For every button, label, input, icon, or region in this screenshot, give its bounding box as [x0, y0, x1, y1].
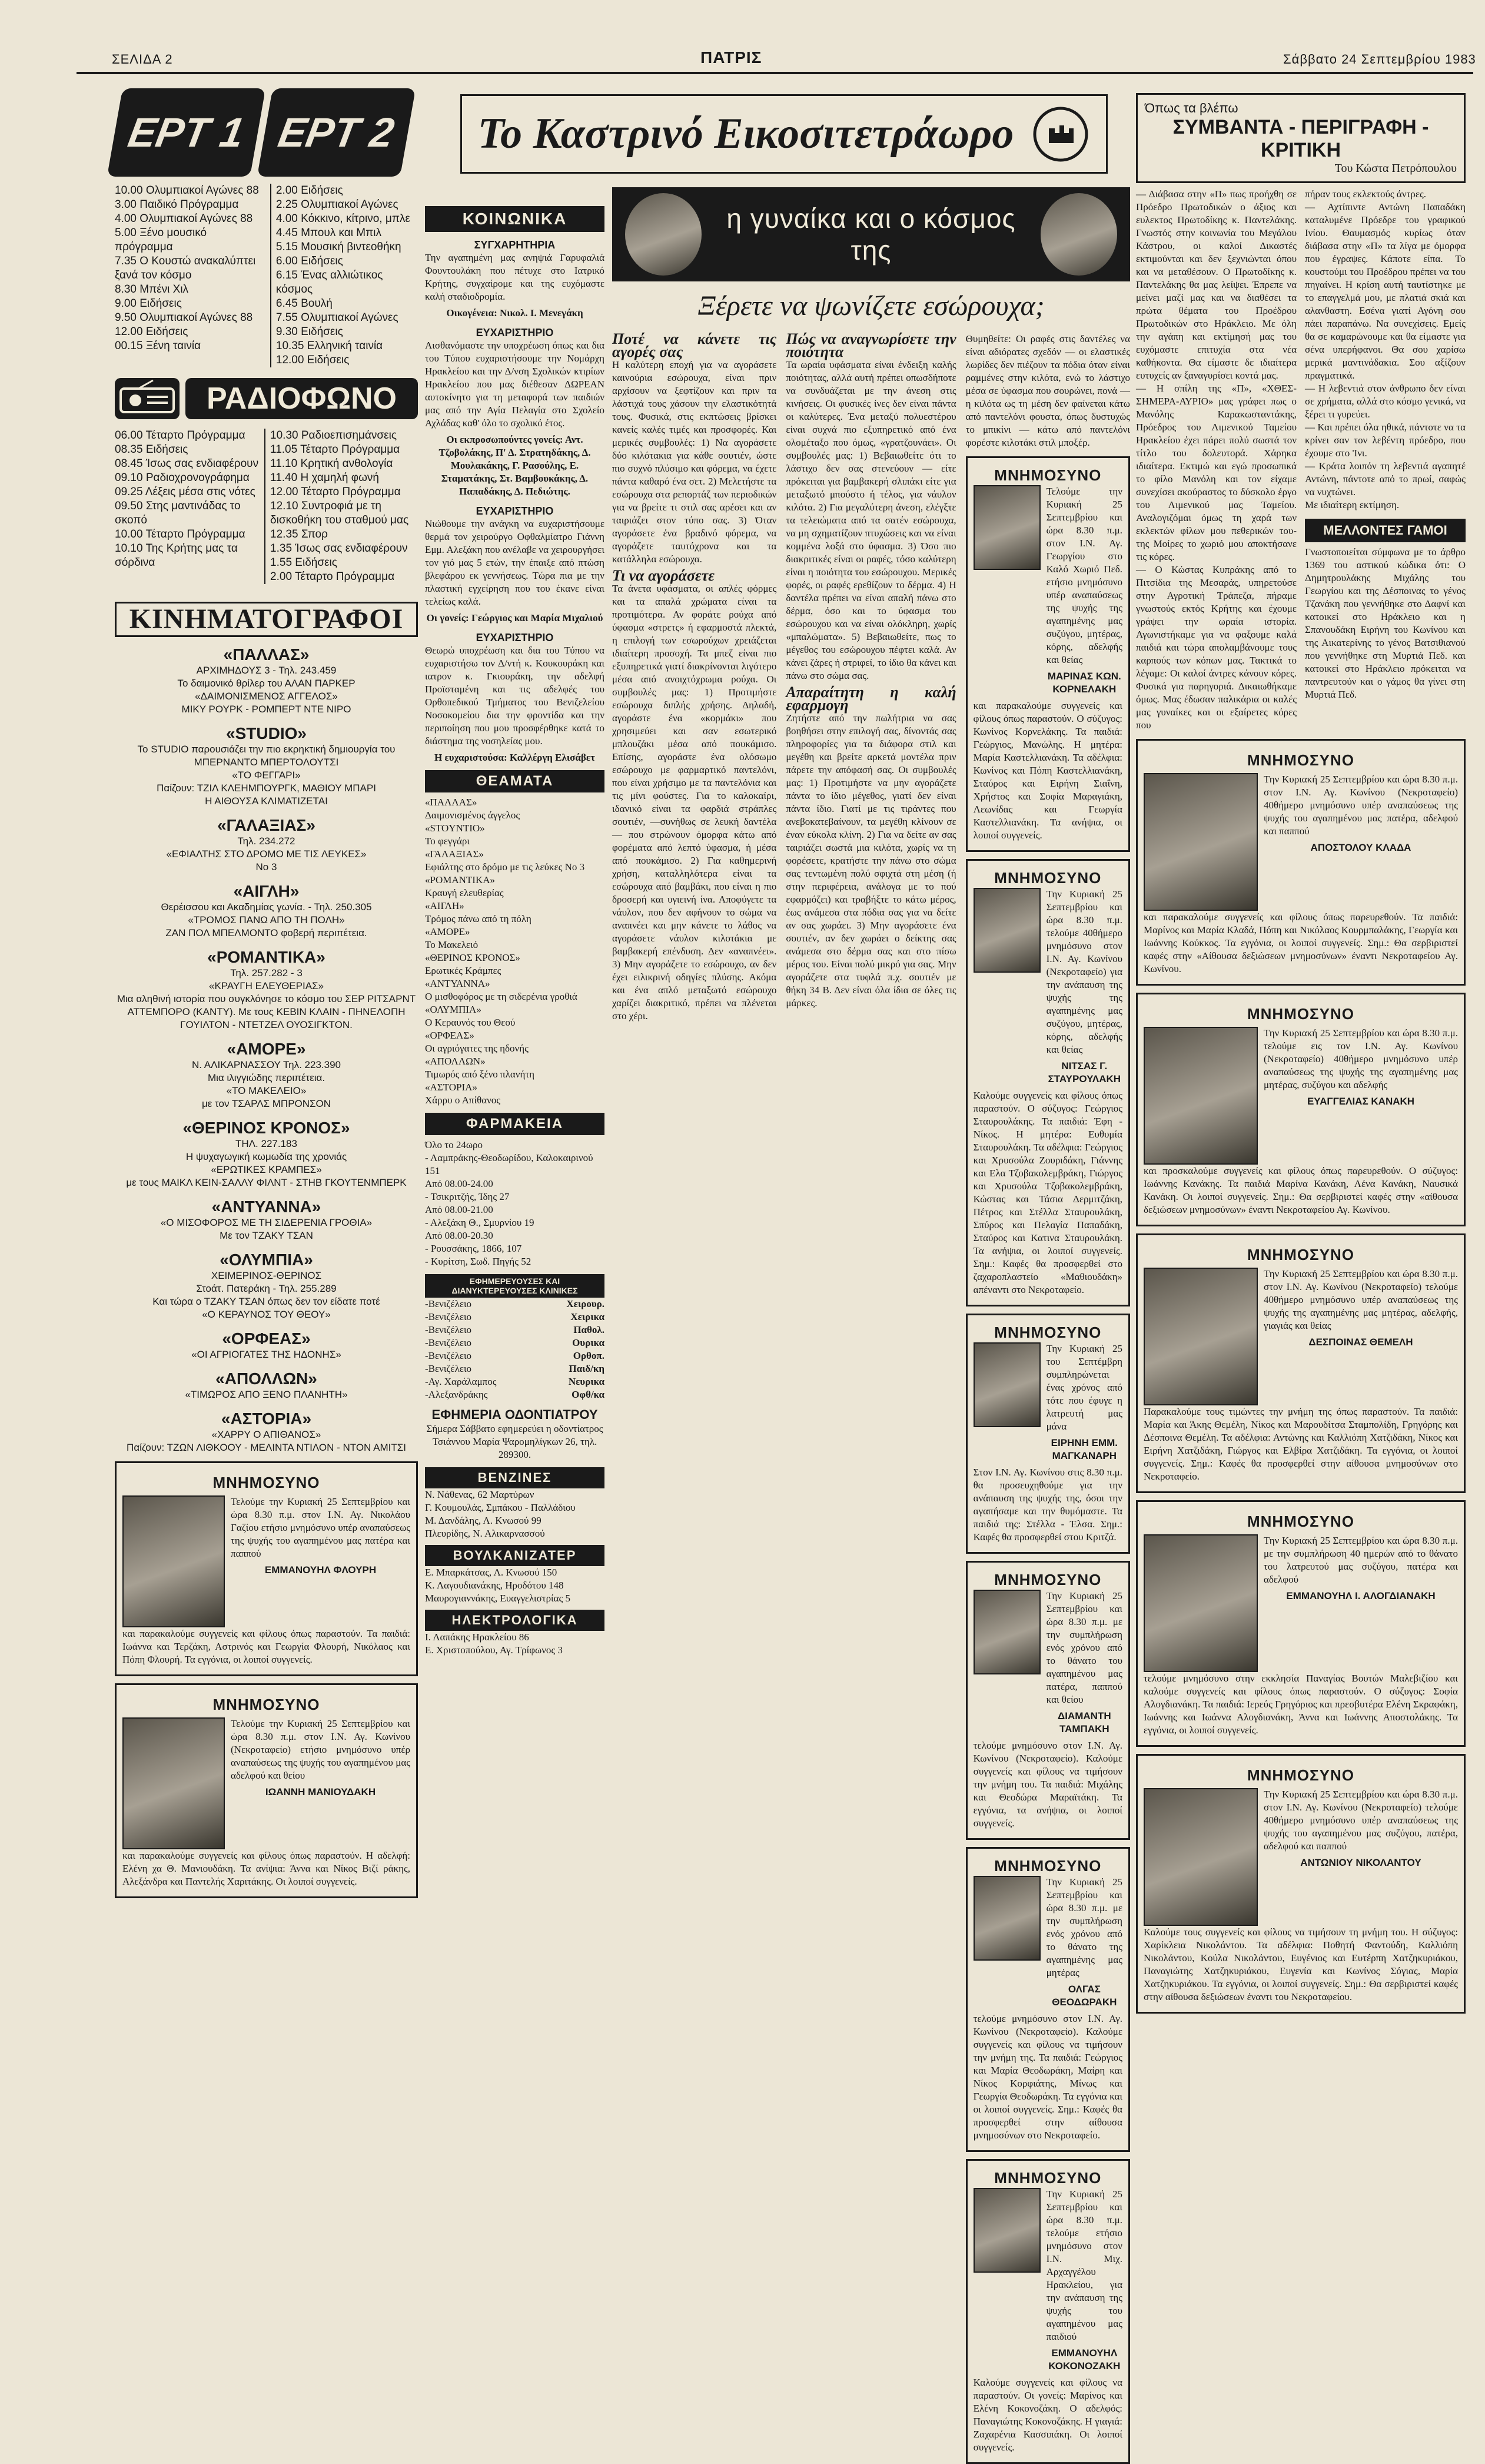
memorial-notice — [966, 2159, 1130, 2464]
article-sub-4: Απαραίτητη η καλή εφαρμογή — [786, 684, 956, 714]
social-item-text: Νιώθουμε την ανάγκη να ευχαριστήσουμε θερμά τον χειρούργο Οφθαλμίατρο Γιάννη Εμμ. Αλεξάκη που ανέλαβε να χειρουργήσει τον γιό μας 5 ετών, την έπαιξε από πτώση βλεφάρου εκ γεννήσεως. Τώρα πια με την πλαστική εγχείρηση που του έκανε είναι τελείως καλά. — [425, 518, 604, 607]
woman-article — [612, 187, 1130, 2453]
memorial-intro: Την Κυριακή 25 Σεπτεμβρίου και ώρα 8.30 π.μ. στον Ι.Ν. Αγ. Κωνίνου (Νεκροταφείο) τελούμε 40θήμερο μνημόσυνο υπέρ αναπαύσεως της ψυχής του αγαπημένου μας συζύγου, πατέρα, αδελφού και παππού — [1264, 1789, 1458, 1852]
social-item — [425, 505, 604, 625]
cinema-line: Τηλ. 234.272 — [237, 835, 295, 847]
cinema-line: Με τον ΤΖΑΚΥ ΤΣΑΝ — [220, 1230, 313, 1241]
memorial-heading: ΜΝΗΜΟΣΥΝΟ — [1247, 1246, 1355, 1263]
cinema-line: ΜΙΚΥ ΡΟΥΡΚ - ΡΟΜΠΕΡΤ ΝΤΕ ΝΙΡΟ — [181, 704, 351, 715]
cinema-entry — [115, 1410, 418, 1454]
memorial-row — [1144, 1027, 1458, 1165]
cinema-line: ΧΕΙΜΕΡΙΝΟΣ-ΘΕΡΙΝΟΣ — [211, 1270, 322, 1281]
cinema-entry — [115, 948, 418, 1032]
memorial-text — [1047, 1342, 1122, 1466]
article-para-3: Τα ωραία υφάσματα είναι ένδειξη καλής ποιότητας, αλλά αυτή πρέπει οπωσδήποτε να συνδυάζεται με την άνεση στις κινήσεις. Οι φυσικές ίνες δεν είναι πάντα οι καλύτερες. Ένα μεταξύ πολυεστέρου είναι συχνά πιο εξυπηρετικό από ένα ολομέταξο που όμως, «γρατζουνάει». Οι συμβουλές μας: 1) Βεβαιωθείτε ότι το λάστιχο δεν σας στενεύουν — είτε πρόκειται για βαμβακερή σλιπάκι είτε για μεταξωτό μπούστο ή τέλος, για νάυλον κιλότα. 2) Για μεγαλύτερη άνεση, ελέγξτε τα τελειώματα από τα σατέν εσώρουχα, να μη σχηματίζουν πτυχώσεις και να είναι κομμένα λοξά στο ύφασμα. 3) Όσο πιο διακριτικές είναι οι ραφές, τόσο καλύτερη είναι η ποιότητα του εσώρουχου. Μερικές φορές, οι ραφές ερεθίζουν το δέρμα. 4) Η δαντέλα πρέπει να είναι απαλή πάνω στο δέρμα, όσο και το ύφασμα του εσώρουχου και να είναι ολόκληρη, χωρίς «μπαλώματα». 5) Βεβαιωθείτε, πως το μέγεθος του εσώρουχου πέφτει καλά. Αν κάνει ζάρες ή στριφεί, το ίδιο θα κάνει και πάνω στο σώμα σας. — [786, 359, 956, 681]
cinema-line: «Ο ΜΙΣΟΦΟΡΟΣ ΜΕ ΤΗ ΣΙΔΕΡΕΝΙΑ ΓΡΟΘΙΑ» — [160, 1217, 373, 1228]
memorial-photo — [1144, 1027, 1258, 1165]
clinic-specialty: Χειρουρ. — [566, 1298, 604, 1309]
memorial-intro: Τελούμε την Κυριακή 25 Σεπτεμβρίου και ώρα 8.30 π.μ. στον Ι.Ν. Αγ. Νικολάου Γαζίου ετήσιο μνημόσυνο υπέρ αναπαύσεως της ψυχής του αγαπημένου μας πατέρα και παππού — [231, 1496, 410, 1559]
memorial-row — [1144, 1534, 1458, 1672]
social-items — [425, 239, 604, 764]
memorial-photo — [1144, 1534, 1258, 1672]
memorial-heading: ΜΝΗΜΟΣΥΝΟ — [994, 1857, 1102, 1875]
opinion-col-b: πήραν τους εκλεκτούς άντρες. — Αχτίπιντε Αντώνη Παπαδάκη καταλυμένε Πρόεδρε του γραφικού Ινίου. Θαυμασμός κυρίως όταν διάβασα στην «Π» τα λίγα με όμορφα που έγραψες. Κάποτε είπα. Το κουστούμι του Προέδρου πρέπει να του πηγαίνει. Η κρίση αυτή ταυτίστηκε με το επαγγελμά μου, με πλατιά σκιά και αλανθαστη. Εσένα γιατί Αγόνη σου πάει παραπάνω. Να συνεχίσεις. Εμείς θα σε καμαρώνουμε και θα είμαστε για σένα υπερήφανοι. Θα σου χαρίσω μερικά μαντινάδακια. Σου αξίζουν πραγματικά. — Η λεβεντιά στον άνθρωπο δεν είναι σε χρήματα, αλλά στο κόσμο γενικά, να ξέρει τι γυρεύει. — Και πρέπει όλα ηθικά, πάντοτε να τα κρίνει σαν τον λεβέντη πρόεδρο, που έχουμε στο 'Ινι. — Κράτα λοιπόν τη λεβεντιά αγαπητέ Αντώνη, πάντοτε από το πρωί, σαφώς να νυχτώνει. Με ιδιαίτερη εκτίμηση. — [1305, 188, 1466, 510]
memorial-notice — [1136, 1233, 1466, 1493]
electric-title: ΗΛΕΚΤΡΟΛΟΓΙΚΑ — [425, 1610, 604, 1631]
memorial-text — [1264, 1027, 1458, 1165]
opinion-title: ΣΥΜΒΑΝΤΑ - ΠΕΡΙΓΡΑΦΗ - ΚΡΙΤΙΚΗ — [1172, 116, 1429, 161]
cinema-entry — [115, 882, 418, 940]
radio-schedules — [115, 429, 418, 584]
column1-memorials — [115, 1461, 418, 1898]
memorial-deceased-name: ΕΜΜΑΝΟΥΗΛ ΚΟΚΟΝΟΖΑΚΗ — [1048, 2347, 1121, 2372]
clinics-title: ΕΦΗΜΕΡΕΥΟΥΣΕΣ ΚΑΙ ΔΙΑΝΥΚΤΕΡΕΥΟΥΣΕΣ ΚΛΙΝΙΚΕΣ — [425, 1274, 604, 1298]
memorial-photo — [974, 485, 1041, 570]
cinema-line: Θερέισσου και Ακαδημίας γωνία. - Τηλ. 250.305 — [161, 901, 372, 913]
memorial-details: Παρακαλούμε τους τιμώντες την μνήμη της όπως παραστούν. Τα παιδιά: Μαρία και Άκης Θεμέλη, Νίκος και Μαρουδίτσα Σταμπολίδη, Γρηγόρης και Δέσποινα Θεμέλη. Τα αδέλφια: Αντώνης και Καλλιόπη Χατζιδάκη, Νίκος και Ειρήνη Χατζιδάκη, Γιώργος και Ελβίρα Χατζιδάκη. Τα εγγόνια, οι λοιποί συγγενείς. Σημ.: Καφές θα προσφερθεί στην αίθουσα μνημοσύνων στο Νεκροταφείο. — [1144, 1406, 1458, 1482]
cinema-line: «ΚΡΑΥΓΗ ΕΛΕΥΘΕΡΙΑΣ» — [209, 980, 324, 991]
memorial-details: Καλούμε τους συγγενείς και φίλους να τιμήσουν τη μνήμη του. Η σύζυγος: Χαρίκλεια Νικολάντου. Τα αδέλφια: Ποθητή Φαντούδη, Καλλιόπη Νικολάντου, Κούλα Νικολάντου, Ευγένιος και Ευτέρπη Χατζηκυριάκου, Παναγιώτης Χατζηκυριάκου, Ευγενία και Κωνίνος Σόγιας, Μαρία Χατζηκυριάκου. Τα εγγόνια, οι λοιποί συγγενείς. Σημ.: Θα σερβιριστεί καφές στην αίθουσα δεξιώσεων έναντι του Νεκροταφείου. — [1144, 1926, 1458, 2002]
memorial-text — [1047, 1876, 1122, 2012]
memorial-deceased-name: ΔΕΣΠΟΙΝΑΣ ΘΕΜΕΛΗ — [1308, 1337, 1413, 1348]
social-item-text: Θεωρώ υποχρέωση και δια του Τύπου να ευχαριστήσω τον Δ/ντή κ. Κουκουράκη και ιατρον κ. Γκιουράκη, την αδελφή Προϊσταμένη και τις αδελφές του Ορθοπεδικού Τμήματος του Βενιζελείου Νοσοκομείου δια την φροντίδα και την περιποίηση που μου προσφέρθηκε κατά το διάστημα της νοσηλείας μου. — [425, 645, 604, 747]
memorial-deceased-name: ΑΝΤΩΝΙΟΥ ΝΙΚΟΛΑΝΤΟΥ — [1300, 1857, 1421, 1868]
memorial-notice — [966, 1561, 1130, 1840]
cinema-entry — [115, 724, 418, 808]
memorial-photo — [974, 1590, 1041, 1674]
memorial-heading: ΜΝΗΜΟΣΥΝΟ — [994, 1324, 1102, 1341]
clinic-row — [425, 1324, 604, 1337]
clinic-specialty: Ουρικα — [572, 1337, 604, 1348]
issue-date: Σάββατο 24 Σεπτεμβρίου 1983 — [1283, 52, 1476, 67]
newspaper-name: ΠΑΤΡΙΣ — [700, 48, 762, 67]
memorial-text — [1047, 485, 1122, 699]
memorial-photo — [974, 888, 1041, 973]
cinema-line: «ΤΟ ΦΕΓΓΑΡΙ» — [232, 770, 301, 781]
cinema-line: «ΕΦΙΑΛΤΗΣ ΣΤΟ ΔΡΟΜΟ ΜΕ ΤΙΣ ΛΕΥΚΕΣ» — [166, 848, 367, 860]
memorial-row — [974, 485, 1122, 699]
clinic-specialty: Ορθοπ. — [573, 1350, 604, 1361]
memorial-details: Καλούμε συγγενείς και φίλους όπως παραστούν. Ο σύζυγος: Γεώργιος Σταυρουλάκης. Τα παιδιά: Έφη - Νίκος. Η μητέρα: Ευθυμία Σταυρουλάκη. Τα αδέλφια: Γεώργιος και Χρυσούλα Ζουριδάκη, Γιάννης και Ελα Τζοβακολεμβράκη, Γιώργος και Χρυσούλα Τζοβακολεμβράκη, Κώστας και Τάσια Δερμιτζάκη, Πέτρος και Στέλλα Σταυρουλάκη, Σπύρος και Πελαγία Παπαδάκη, Σταύρος και Κατινα Σταυρουλάκη. Τα ανήψια, οι λοιποί συγγενείς. Σημ.: Καφές θα προσφερθεί στο ζαχαροπλαστείο «Μαθιουδάκη» απέναντι στο Νεκροταφείο. — [973, 1090, 1122, 1295]
ert1-logo: ΕΡΤ 1 — [107, 88, 265, 177]
social-item — [425, 327, 604, 498]
cinema-line: Τηλ. 257.282 - 3 — [230, 967, 303, 979]
radio-icon — [115, 378, 180, 419]
article-para-1: Η καλύτερη εποχή για να αγοράσετε καινούρια εσώρουχα, είναι πριν αρχίσουν να ξεφτίζουν και πριν τα λάστιχά τους χάσουν την ελαστικότητά τους. Φυσικά, στις εκπτώσεις βρίσκει κανείς καλές τιμές και προσφορές. Και μερικές συμβουλές: 1) Να αγοράσετε δύο κιλότακια για κάθε σουτιέν, ώστε πιο συχνό πλύσιμο και φόρεμα, να έχετε πάντα καθαρό ένα σετ. 2) Μελετήστε τα εσώρουχα στα ρεπορτάζ των περιοδικών για να βρείτε τι στιλ σας αρέσει και αν ταιριάζει στον τύπο σας. 3) Όταν αγοράσετε ένα βραδινό φόρεμα, να αγοράζετε ταυτόχρονα και τα κατάλληλα εσώρουχα. — [612, 359, 777, 565]
marriage-title: ΜΕΛΛΟΝΤΕΣ ΓΑΜΟΙ — [1305, 519, 1466, 542]
social-item-heading: ΕΥΧΑΡΙΣΤΗΡΙΟ — [476, 632, 554, 644]
clinic-specialty: Νευρικα — [568, 1376, 604, 1387]
memorial-heading: ΜΝΗΜΟΣΥΝΟ — [994, 869, 1102, 887]
cinema-name: «ΑΙΓΛΗ» — [233, 882, 300, 900]
memorial-details: τελούμε μνημόσυνο στον Ι.Ν. Αγ. Κωνίνου (Νεκροταφείο). Καλούμε συγγενείς και φίλους να τιμήσουν την μνήμη της. Τα παιδιά: Γεώργιος και Μαρία Θεοδωράκη, Μαίρη και Νίκος Κορφιάτης, Μίνως και Γεωργία Θεοδωράκη. Τα εγγόνια και οι λοιποί συγγενείς. Σημ.: Καφές θα προσφερθεί στην αίθουσα μνημοσύνων στο Νεκροταφείο. — [973, 2013, 1122, 2141]
memorial-row — [974, 1342, 1122, 1466]
cinemas-title: ΚΙΝΗΜΑΤΟΓΡΑΦΟΙ — [115, 602, 418, 637]
article-sub-2: Τι να αγοράσετε — [612, 567, 715, 584]
clinic-row — [425, 1337, 604, 1349]
cinema-line: Το STUDIO παρουσιάζει την πιο εκρηκτική δημιουργία του ΜΠΕΡΝΑΝΤΟ ΜΠΕΡΤΟΛΟΥΤΣΙ — [137, 744, 396, 768]
tv-logos — [115, 88, 418, 177]
clinic-row — [425, 1362, 604, 1375]
memorial-row — [1144, 773, 1458, 911]
memorial-text — [1264, 773, 1458, 911]
memorial-intro: Την Κυριακή 25 Σεπτεμβρίου και ώρα 8.30 π.μ. στον Ι.Ν. Αγ. Κωνίνου (Νεκροταφείο) 40θήμερο μνημόσυνο υπέρ αναπαύσεως της ψυχής του αγαπημένου μας πατέρα, αδελφού και παππού — [1264, 774, 1458, 837]
memorial-details: και προσκαλούμε συγγενείς και φίλους όπως παρευρεθούν. Ο σύζυγος: Ιωάννης Κανάκης. Τα παιδιά Μαρίνα Κανάκη, Λένα Κανάκη, Ναυσικά Κανάκη. Οι λοιποί συγγενείς. Σημ.: Θα σερβιριστεί καφές στην «αίθουσα δεξιώσεων μνημοσύνων» έναντι Νεκροταφείου Αγ. Κωνίνου. — [1144, 1165, 1458, 1215]
clinic-hospital: -Αγ. Χαράλαμπος — [425, 1376, 497, 1387]
cinema-line: Και τώρα ο ΤΖΑΚΥ ΤΣΑΝ όπως δεν τον είδατε ποτέ — [152, 1296, 380, 1307]
header-rule — [77, 72, 1473, 74]
cinema-entry — [115, 1369, 418, 1401]
memorial-notice — [1136, 993, 1466, 1226]
opinion-byline: Του Κώστα Πετρόπουλου — [1334, 162, 1457, 175]
memorial-intro: Την Κυριακή 25 Σεπτεμβρίου και ώρα 8.30 π.μ. τελούμε 40θήμερο μνημόσυνο στον Ι.Ν. Αγ. Κωνίνου (Νεκροταφείο) για την ανάπαυση της ψυχής της αγαπημένης μας συζύγου, μητέρας, κόρης, αδελφής και θείας — [1046, 888, 1122, 1055]
cinema-line: Παίζουν: ΤΖΩΝ ΛΙΘΚΟΟΥ - ΜΕΛΙΝΤΑ ΝΤΙΛΟΝ - ΝΤΟΝ ΑΜΙΤΣΙ — [127, 1442, 406, 1453]
cinema-line: Ν. ΑΛΙΚΑΡΝΑΣΣΟΥ Τηλ. 223.390 — [192, 1059, 341, 1070]
marriage-text: Γνωστοποιείται σύμφωνα με το άρθρο 1369 του αστικού κώδικα ότι: Ο Δημητρουλάκης Μιχάλης του Γεωργίου και της Δέσποινας το γένος Τζανάκη που γεννήθηκε στο Δαφνί και κατοικεί στο Ηράκλειο και η Σπανουδάκη Ειρήνη του Κωνίνου και της Αικατερίνης το γένος Βατσιθιανού που γεννήθηκε στη Μυρτιά Πεδ. και κατοικεί στο Ηράκλειο πρόκειται να παντρευτούν και ο γάμος θα γίνει στη Μυρτιά Πεδ. — [1305, 546, 1466, 700]
cinema-entry — [115, 1119, 418, 1189]
memorial-text — [1264, 1268, 1458, 1405]
emblem-icon — [1031, 105, 1090, 164]
kastrino-masthead — [460, 94, 1108, 174]
cinema-entry — [115, 1329, 418, 1361]
ert1-schedule: 10.00 Ολυμπιακοί Αγώνες 88 3.00 Παιδικό Πρόγραμμα 4.00 Ολυμπιακοί Αγώνες 88 5.00 Ξένο μουσικό πρόγραμμα 7.35 Ο Κουστώ ανακαλύπτει ξανά τον κόσμο 8.30 Μπένι Χιλ 9.00 Ειδήσεις 9.50 Ολυμπιακοί Αγώνες 88 12.00 Ειδήσεις 00.15 Ξένη ταινία — [115, 184, 271, 367]
article-para-2: Τα άνετα υφάσματα, οι απλές φόρμες και τα απαλά χρώματα είναι τα προτιμότερα. Αν φοράτε ρούχα από ύφασμα «στρετς» ή εφαρμοστά πλεκτά, η επιλογή των εσωρούχων χρειάζεται ιδιαίτερη προσοχή. Τα μπεζ είναι πιο εξυπηρετικά γιατί διακρίνονται λιγότερο μέσα από ανοιχτόχρωμα ρούχα. Οι συμβουλές μας: 1) Προτιμήστε εσώρουχα διπλής χρήσης. Δηλαδή, αγοράστε ένα «κορμάκι» που χρησιμεύει και σαν εσωτερικό μπλουζάκι μέσα από πουκάμισο. Επίσης, αγοράστε ένα ολόσωμο εσώρουχο με φαρμαρτικό παντελόνι, που είναι χρήσιμο με τα παντελόνια και τις μίνι φούστες. Για το καλοκαίρι, ιδανικό είναι τα φαρδιά στράπλες σουτιέν, —συνήθως σε λευκή δαντέλα— που στρώνουν όμορφα κάτω από φορέματα από λεπτό ύφασμα, ή μέσα από πουκάμισο. 2) Για καθημερινή χρήση, καταλληλότερα είναι τα εσώρουχα από βαμβάκι, που είναι η πιο δροσερή και υγιεινή ίνα. Αποφύγετε τα νάυλον, που δεν αφήνουν το σώμα να αναπνέει και μην κάνετε το λάθος να αγοράσετε νάυλον κιλοτάκια με βαμβακερή επένδυση. Δεν «αναπνέει». 3) Μην αγοράζετε το εσώρουχο, αν δεν έχει ειλικρινή οδηγίες πλύσης. Ακόμα και ένα απλό μεταξωτό εσώρουχο χαρίζει διακριτικό, πρέπει να πλένεται στο χέρι. — [612, 583, 777, 1022]
cinema-line: Νο 3 — [255, 861, 277, 873]
memorial-photo — [122, 1717, 225, 1849]
memorial-deceased-name: ΝΙΤΣΑΣ Γ. ΣΤΑΥΡΟΥΛΑΚΗ — [1048, 1060, 1121, 1085]
clinic-row — [425, 1349, 604, 1362]
memorial-deceased-name: ΕΙΡΗΝΗ ΕΜΜ. ΜΑΓΚΑΝΑΡΗ — [1051, 1437, 1118, 1461]
cinema-entry — [115, 645, 418, 716]
memorial-deceased-name: ΕΜΜΑΝΟΥΗΛ ΦΛΟΥΡΗ — [264, 1564, 377, 1576]
clinic-specialty: Παιδ/κη — [569, 1363, 604, 1374]
memorial-photo — [122, 1495, 225, 1627]
article-col-3 — [966, 333, 1130, 2464]
social-item-signature: Οι γονείς: Γεώργιος και Μαρία Μιχαλιού — [426, 612, 603, 624]
memorial-notice — [966, 1847, 1130, 2152]
clinic-hospital: -Βενιζέλειο — [425, 1298, 472, 1309]
cinema-line: Στοάτ. Πατεράκη - Τηλ. 255.289 — [196, 1283, 337, 1294]
memorial-photo — [974, 2188, 1041, 2273]
cinema-name: «ΑΣΤΟΡΙΑ» — [221, 1410, 312, 1428]
memorial-notice — [115, 1683, 418, 1898]
memorial-details: και παρακαλούμε συγγενείς και φίλους όπως παρευρεθούν. Τα παιδιά: Μαρίνος και Μαρία Κλαδά, Πόπη και Νικόλαος Κουρμπαλάκης, Γεωργία και Ιωάννης Κούκκος. Τα εγγόνια, οι λοιποί συγγενείς. Σημ.: Θα σερβιριστεί καφές στην «Αίθουσα δεξιώσεων μνημοσύνων» έναντι Νεκροταφείου Αγ. Κωνίνου. — [1144, 911, 1458, 974]
memorial-deceased-name: ΑΠΟΣΤΟΛΟΥ ΚΛΑΔΑ — [1310, 842, 1411, 853]
column-right — [1136, 88, 1466, 2099]
cinema-line: ΖΑΝ ΠΟΛ ΜΠΕΛΜΟΝΤΟ φοβερή περιπέτεια. — [165, 927, 367, 938]
memorial-intro: Τελούμε την Κυριακή 25 Σεπτεμβρίου και ώρα 8.30 π.μ. στον Ι.Ν. Αγ. Κωνίνου (Νεκροταφείο) ετήσιο μνημόσυνο υπέρ αναπαύσεως της ψυχής του αγαπημένου μας αδελφού και θείου — [231, 1718, 410, 1781]
memorial-text — [231, 1495, 410, 1627]
memorial-row — [1144, 1268, 1458, 1405]
clinic-specialty: Παθολ. — [573, 1324, 604, 1335]
cinema-line: «ΧΑΡΡΥ Ο ΑΠΙΘΑΝΟΣ» — [211, 1429, 321, 1440]
dentist-title: ΕΦΗΜΕΡΙΑ ΟΔΟΝΤΙΑΤΡΟΥ — [431, 1407, 598, 1422]
cinema-line: ΑΡΧΙΜΗΔΟΥΣ 3 - Τηλ. 243.459 — [196, 665, 337, 676]
memorial-details: Καλούμε συγγενείς και φίλους να παραστούν. Οι γονείς: Μαρίνος και Ελένη Κοκονοζάκη. Ο αδελφός: Παναγιώτης Κοκονοζάκης. Η γιαγιά: Ζαχαρένια Κασσιπάκη. Οι λοιποί συγγενείς. — [973, 2377, 1122, 2453]
memorial-intro: Την Κυριακή 25 Σεπτεμβρίου και ώρα 8.30 π.μ. τελούμε εις τον Ι.Ν. Αγ. Κωνίνου (Νεκροταφείο) 40θήμερο μνημόσυνο υπέρ αναπαύσεως της ψυχής της αγαπημένης μας μητέρας, συζύγου και αδελφής — [1264, 1027, 1458, 1090]
memorial-heading: ΜΝΗΜΟΣΥΝΟ — [1247, 1766, 1355, 1784]
memorial-heading: ΜΝΗΜΟΣΥΝΟ — [212, 1474, 320, 1491]
memorial-deceased-name: ΜΑΡΙΝΑΣ ΚΩΝ. ΚΟΡΝΕΛΑΚΗ — [1047, 671, 1121, 695]
memorial-intro: Την Κυριακή 25 Σεπτεμβρίου και ώρα 8.30 π.μ. τελούμε ετήσιο μνημόσυνο στον Ι.Ν. Μιχ. Αρχαγγέλου Ηρακλείου, για την ανάπαυση της ψυχής του αγαπημένου μας παιδιού — [1046, 2188, 1122, 2342]
clinic-hospital: -Βενιζέλειο — [425, 1311, 472, 1322]
memorial-intro: Την Κυριακή 25 Σεπτεμβρίου και ώρα 8.30 π.μ. με την συμπλήρωση ενός χρόνου από το θάνατο της αγαπημένης μας μητέρας — [1046, 1876, 1122, 1978]
social-item-text: Την αγαπημένη μας ανηψιά Γαρυφαλιά Φουντουλάκη που πέτυχε στο Ιατρικό Κρήτης, συγχαίρομε και της ευχόμαστε καλή σταδιοδρομία. — [425, 252, 604, 302]
memorial-notice — [966, 859, 1130, 1306]
memorial-notice — [966, 1314, 1130, 1554]
memorial-deceased-name: ΕΜΜΑΝΟΥΗΛ Ι. ΑΛΟΓΔΙΑΝΑΚΗ — [1286, 1590, 1436, 1601]
dentist-text: Σήμερα Σάββατο εφημερεύει η οδοντίατρος Τσιάννου Μαρία Ψαρομηλίγκων 26, τηλ. 289300. — [426, 1423, 603, 1460]
cinema-line: Μια αληθινή ιστορία που συγκλόνησε το κόσμο του ΣΕΡ ΡΙΤΣΑΡΝΤ ΑΤΤΕΜΠΟΡΟ (ΚΑΝΤΥ). Με τους ΚΕΒΙΝ ΚΛΑΙΝ - ΠΗΝΕΛΟΠΗ ΓΟΥΙΛΤΟΝ - ΝΤΕΤΖΕΛ ΟΥΟΣΙΓΚΤΟΝ. — [117, 993, 416, 1030]
cinema-line: Το δαιμονικό θρίλερ του ΑΛΑΝ ΠΑΡΚΕΡ — [177, 678, 356, 689]
article-col-2 — [786, 330, 956, 2464]
memorial-details: τελούμε μνημόσυνο στην εκκλησία Παναγίας Βουτών Μαλεβιζίου και καλούμε συγγενείς και φίλους όπως παραστούν. Ο σύζυγος: Σοφία Αλογδιανάκη. Τα παιδιά: Ιερεύς Γρηγόριος και πρεσβυτέρα Ελένη Σκραφάκη, Ιωάννης και Ιωάννα Αλογδιανάκη, Άννα και Ιωάννης Αποστολάκης. Τα εγγόνια, οι λοιποί συγγενείς. — [1144, 1673, 1458, 1736]
pharmacy-list: Όλο το 24ωρο - Λαμπράκης-Θεοδωρίδου, Καλοκαιρινού 151 Από 08.00-24.00 - Τσικριτζής, Ίδης 27 Από 08.00-21.00 - Αλεξάκη Θ., Σμυρνίου 19 Από 08.00-20.30 - Ρουσσάκης, 1866, 107 - Κυρίτση, Σωδ. Πηγής 52 — [425, 1139, 593, 1267]
memorial-row — [1144, 1788, 1458, 1926]
clinic-row — [425, 1311, 604, 1324]
memorial-intro: Τελούμε την Κυριακή 25 Σεπτεμβρίου και ώρα 8.30 π.μ. στον Ι.Ν. Αγ. Γεωργίου στο Καλό Χωριό Πεδ. ετήσιο μνημόσυνο υπέρ αναπαύσεως της ψυχής της αγαπημένης μας συζύγου, μητέρας, κόρης, αδελφής και θείας — [1046, 486, 1122, 665]
memorial-heading: ΜΝΗΜΟΣΥΝΟ — [994, 466, 1102, 484]
memorial-heading: ΜΝΗΜΟΣΥΝΟ — [1247, 1513, 1355, 1530]
pharmacy-title: ΦΑΡΜΑΚΕΙΑ — [425, 1113, 604, 1135]
tire-list: Ε. Μπαρκάτσας, Λ. Κνωσού 150 Κ. Λαγουδιανάκης, Ηροδότου 148 Μαυρογιαννάκης, Ευαγγελιστρίας 5 — [425, 1567, 571, 1604]
memorial-text — [1264, 1788, 1458, 1926]
theater-title: ΘΕΑΜΑΤΑ — [425, 770, 604, 792]
cinema-line: Μια ιλιγγιώδης περιπέτεια. — [207, 1072, 325, 1083]
cinema-line: με τους ΜΑΙΚΛ ΚΕΙΝ-ΣΑΛΛΥ ΦΙΛΝΤ - ΣΤΗΒ ΓΚΟΥΤΕΝΜΠΕΡΚ — [126, 1177, 407, 1188]
article-sub-1: Ποτέ να κάνετε τις αγορές σας — [612, 330, 777, 360]
memorial-intro: Την Κυριακή 25 Σεπτεμβρίου και ώρα 8.30 π.μ. με την συμπλήρωση 40 ημερών από το θάνατο του λατρευτού μας συζύγου, πατέρα και αδελφού — [1264, 1535, 1458, 1585]
memorial-heading: ΜΝΗΜΟΣΥΝΟ — [1247, 751, 1355, 769]
clinic-hospital: -Βενιζέλειο — [425, 1324, 472, 1335]
woman-bar — [612, 187, 1130, 281]
tv-schedules — [115, 184, 418, 367]
clinic-row — [425, 1375, 604, 1388]
electric-list: Ι. Λαπάκης Ηρακλείου 86 Ε. Χριστοπούλου, Αγ. Τρίφωνος 3 — [425, 1631, 563, 1656]
memorial-photo — [974, 1342, 1041, 1427]
cinema-line: «ΔΑΙΜΟΝΙΣΜΕΝΟΣ ΑΓΓΕΛΟΣ» — [195, 691, 338, 702]
memorial-intro: Την Κυριακή 25 Σεπτεμβρίου και ώρα 8.30 π.μ. στον Ι.Ν. Αγ. Κωνίνου (Νεκροταφείο) τελούμε 40θήμερο μνημόσυνο υπέρ αναπαύσεως της ψυχής της αγαπημένης μας μητέρας, αδελφής, γιαγιάς και θείας — [1264, 1268, 1458, 1331]
radio-schedule-right: 10.30 Ραδιοεπισημάνσεις 11.05 Τέταρτο Πρόγραμμα 11.10 Κρητική ανθολογία 11.40 Η χαμηλή φωνή 12.00 Τέταρτο Πρόγραμμα 12.10 Συντροφιά με τη δισκοθήκη του σταθμού μας 12.35 Σπορ 1.35 Ίσως σας ενδιαφέρουν 1.55 Ειδήσεις 2.00 Τέταρτο Πρόγραμμα — [270, 429, 409, 583]
ert2-logo: ΕΡΤ 2 — [257, 88, 415, 177]
article-para-5: Θυμηθείτε: Οι ραφές στις δαντέλες να είναι αδιόρατες σχεδόν — οι ελαστικές λωρίδες δεν πιέζουν τα πόδια όταν είναι ραμμένες στην κιλότα, ενώ το λάστιχο μέσα σε ύφασμα που σουρώνει, πονά — η κιλότα ως τη μέση δεν φαίνεται κάτω από παντελόνι φουστα, όπως δυστυχώς το μπικίνι — κάτω από παντελόνι φορέστε κιλοτάκι στιλ μποξέρ. — [965, 333, 1130, 448]
cinema-entry — [115, 1040, 418, 1110]
memorial-row — [974, 888, 1122, 1089]
memorial-deceased-name: ΙΩΑΝΝΗ ΜΑΝΙΟΥΔΑΚΗ — [265, 1786, 376, 1798]
cinema-line: με τον ΤΣΑΡΛΣ ΜΠΡΟΝΣΟΝ — [201, 1098, 331, 1109]
memorial-text — [1264, 1534, 1458, 1672]
cinema-listings — [115, 645, 418, 1454]
memorial-intro: Την Κυριακή 25 Σεπτεμβρίου και ώρα 8.30 π.μ. με την συμπλήρωση ενός χρόνου από το θάνατο του αγαπημένου μας πατέρα, παππού και θείου — [1046, 1590, 1122, 1705]
article-headline: Ξέρετε να ψωνίζετε εσώρουχα; — [697, 290, 1045, 321]
social-item — [425, 632, 604, 764]
opinion-kicker: Όπως τα βλέπω — [1145, 101, 1238, 115]
clinic-hospital: -Αλεξανδράκης — [425, 1389, 488, 1400]
social-item-heading: ΕΥΧΑΡΙΣΤΗΡΙΟ — [476, 327, 554, 339]
opinion-body — [1136, 188, 1466, 732]
kastrino-title: Το Καστρινό Εικοσιτετράωρο — [477, 110, 1014, 158]
social-item-text: Αισθανόμαστε την υποχρέωση όπως και δια του Τύπου ευχαριστήσουμε την Νομάρχη Ηρακλείου και την Δ/νση Σχολικών κτιρίων Ηρακλείου που μας διέθεσαν ΔΩΡΕΑΝ αυτοκίνητο για τη μεταφορά των παιδιών μας από την Αγία Πελαγία στο Σχολείο Αχλάδας καθ' όλο το σχολικό έτος. — [425, 340, 604, 429]
article-para-4: Ζητήστε από την πωλήτρια να σας βοηθήσει στην επιλογή σας, δίνοντάς σας πληροφορίες για τα διάφορα στιλ και μεγέθη και βρείτε αρκετά μοντέλα πριν πάρετε την απόφασή σας. Οι συμβουλές μας: 1) Προτιμήστε να μην αγοράζετε πάντα το ίδιο μέγεθος, γιατί δεν είναι πάντα ίδιο. Γιατί με τις τιράντες που ανεβοκατεβαίνουν, τα μεγέθη κλίνουν σε έναν εύκολα κλίνη. 2) Για να δείτε αν σας ταιριάζει σωστά μια κιλότα, χωρίς να τη φορέσετε, κρατήστε την πάνω στο σώμα σας τεντωμένη πολύ σφιχτά στη μέση (ή στην περιφέρεια, ανάλογα με το πού εφαρμόζει) και τραβήξτε το κάτω μέρος, έως ανάμεσα στα πόδια σας για να δείτε αν σας χωράει. 3) Μην αγοράσετε ένα σουτιέν, αν δεν χωράει ο δείκτης σας ανάμεσα στο δέρμα σας και στο πίσω μέρος του. Είναι πολύ μικρό για σας. Μην αγοράζετε στα τυφλά π.χ. σουτιέν με θήκη 34 Β. Δεν είναι όλα ίδια σε όλες τις μάρκες. — [786, 712, 956, 1009]
cinema-line: Παίζουν: ΤΖΙΛ ΚΛΕΗΜΠΟΥΡΓΚ, ΜΑΘΙΟΥ ΜΠΑΡΙ — [157, 782, 376, 794]
clinic-specialty: Οφθ/κα — [572, 1389, 604, 1400]
cinema-name: «ΟΛΥΜΠΙΑ» — [220, 1251, 313, 1269]
cinema-name: «ΑΝΤΥΑΝΝΑ» — [211, 1198, 321, 1216]
opinion-col-b-wrap — [1305, 188, 1466, 732]
memorial-heading: ΜΝΗΜΟΣΥΝΟ — [994, 2169, 1102, 2187]
cinema-name: «ΘΕΡΙΝΟΣ ΚΡΟΝΟΣ» — [182, 1119, 350, 1137]
radio-schedule-left: 06.00 Τέταρτο Πρόγραμμα 08.35 Ειδήσεις 08.45 Ίσως σας ενδιαφέρουν 09.10 Ραδιοχρονογράφημα 09.25 Λέξεις μέσα στις νότες 09.50 Στης μαντινάδας το σκοπό 10.00 Τέταρτο Πρόγραμμα 10.10 Της Κρήτης μας τα σόρδινα — [115, 429, 265, 584]
memorial-details: και παρακαλούμε συγγενείς και φίλους όπως παραστούν. Ο σύζυγος: Κωνίνος Κορνελάκης. Τα παιδιά: Γεώργιος, Μανώλης. Η μητέρα: Μαρία Καστελλιανάκη. Τα αδέλφια: Κωνίνος και Πόπη Καστελλιανάκη, Σταύρος και Ειρήνη Σιαΐνη, Χρήστος και Σοφία Μαραγιάκη, Λεωνίδας και Γεωργία Καστελλιανάκη. Τα ανήψια, οι λοιποί συγγενείς. — [973, 700, 1122, 841]
cinema-line: ΤΗΛ. 227.183 — [235, 1138, 297, 1149]
clinic-hospital: -Βενιζέλειο — [425, 1337, 472, 1348]
memorial-details: και παρακαλούμε συγγενείς και φίλους όπως παραστούν. Τα παιδιά: Ιωάννα και Τερζάκη, Αστρινός και Γεωργία Φλουρή, Νικόλαος και Πόπη Φλουρή. Τα εγγόνια, οι λοιποί συγγενείς. — [122, 1628, 410, 1665]
cinema-name: «STUDIO» — [226, 724, 307, 742]
cinema-entry — [115, 816, 418, 874]
memorial-photo — [1144, 773, 1258, 911]
memorial-text — [1047, 1590, 1122, 1739]
radio-title: ΡΑΔΙΟΦΩΝΟ — [185, 378, 418, 419]
social-item-signature: Η ευχαριστούσα: Καλλέργη Ελισάβετ — [434, 752, 595, 763]
cinema-line: «ΟΙ ΑΓΡΙΟΓΑΤΕΣ ΤΗΣ ΗΔΟΝΗΣ» — [191, 1349, 341, 1360]
woman-portrait-right — [1039, 192, 1118, 277]
cinema-name: «ΑΜΟΡΕ» — [227, 1040, 306, 1058]
memorial-details: τελούμε μνημόσυνο στον Ι.Ν. Αγ. Κωνίνου (Νεκροταφείο). Καλούμε συγγενείς και φίλους να τιμήσουν την μνήμη του. Τα παιδιά: Μιχάλης και Θεοδώρα Μαραϊτάκη. Τα εγγόνια, τα ανήψια, οι λοιποί συγγενείς. — [973, 1740, 1122, 1829]
clinics-list — [425, 1298, 604, 1401]
memorial-photo — [1144, 1788, 1258, 1926]
opinion-col-a: — Διάβασα στην «Π» πως προήχθη σε Πρόεδρο Πρωτοδικών ο άξιος και ευλεκτος Πρωτοδίκης κ. Παντελάκης. Γνωστός στην κοινωνία του Μεγάλου Κάστρου, οι καλοί Δικαστές εκτιμούνται και δεν ξεχνιώνται όπου και να μεταθέσουν. Ο Πρωτοδίκης κ. Παντελάκης θα μας λείψει. Έπρεπε να μείνει μαζί μας και να διαθέσει τα πρώτα θέματα του Προέδρου Πρωτοδικών στο Ηράκλειο. Με όλη την αγάπη και εκτίμησή μας του ευχόμαστε επιτυχία στα νέα καθήκοντα. Θα είμαστε δε ιδιαίτερα ευτυχείς αν ξαναγυρίσει κοντά μας. — Η σπίλη της «Π», «ΧΘΕΣ-ΣΗΜΕΡΑ-ΑΥΡΙΟ» μας γράφει πως ο Μανόλης Καρακωσταντάκης, Πρόεδρος του Λιμενικού Ταμείου Ηρακλείου έχει πάρει πολύ σωστά τον τίτλο του δολευτορά. Χάρηκα ιδιαίτερα. Εκτιμώ και εγώ προσωπικά το φίλο Μανόλη και τον είχαμε συνεχίσει ακούραστος το δύσκολο έργο του Λιμενικού μας Ταμείου. Αναλογιζόμαι όμως τη χαρά των εκλεκτών φίλων μου πεθερικών του-της Μοίρες το χωριό μου αποκτήσανε τις κόρες. — Ο Κώστας Κυπράκης από το Πιτσίδια της Μεσαράς, υπηρετούσε στην Αγροτική Τράπεζα, πήραμε γνωστούς εκτός Κρήτης και έχουμε γράψει την ωραία ιστορία. Αγωνιστήκαμε για να φαξουμε καλά παιδιά και τώρα απολαμβάνουμε τους καρπούς των κόπων μας. Τακτικά το λέγαμε: Οι καλοί άντρες κάνουν κόρες. Φυσικά για παρηγοριά. Δικαιωθήκαμε όμως. Μας έδωσαν παλικάρια οι καλές μας γυναίκες και οι εξαίρετες κόρες που — [1136, 188, 1297, 731]
memorial-row — [122, 1495, 410, 1627]
right-memorials — [1136, 739, 1466, 2014]
radio-header — [115, 378, 418, 419]
page-number: ΣΕΛΙΔΑ 2 — [112, 52, 173, 67]
column-tv-cinema — [115, 88, 418, 2099]
memorial-notice — [115, 1461, 418, 1676]
cinema-line: «ΕΡΩΤΙΚΕΣ ΚΡΑΜΠΕΣ» — [211, 1164, 322, 1175]
article-sub-3: Πώς να αναγνωρίσετε την ποιότητα — [786, 330, 956, 360]
opinion-header — [1136, 93, 1466, 183]
cinema-name: «ΡΟΜΑΝΤΙΚΑ» — [207, 948, 325, 966]
memorial-heading: ΜΝΗΜΟΣΥΝΟ — [212, 1696, 320, 1713]
memorial-photo — [974, 1876, 1041, 1961]
social-item — [425, 239, 604, 320]
clinic-specialty: Χειρικα — [570, 1311, 604, 1322]
column3-memorials — [966, 456, 1130, 2464]
memorial-notice — [1136, 1754, 1466, 2014]
cinema-entry — [115, 1198, 418, 1242]
cinema-name: «ΟΡΦΕΑΣ» — [222, 1329, 311, 1348]
cinema-line: «ΤΟ ΜΑΚΕΛΕΙΟ» — [226, 1085, 307, 1096]
article-col-1 — [612, 330, 777, 2464]
social-item-signature: Οικογένεια: Νικολ. Ι. Μενεγάκη — [446, 307, 583, 319]
memorial-row — [974, 1590, 1122, 1739]
cinema-name: «ΑΠΟΛΛΩΝ» — [215, 1369, 317, 1388]
clinic-row — [425, 1298, 604, 1311]
memorial-row — [974, 2188, 1122, 2376]
social-item-heading: ΣΥΓΧΑΡΗΤΗΡΙΑ — [474, 239, 556, 251]
woman-portrait-left — [624, 192, 703, 277]
cinema-line: «ΤΙΜΩΡΟΣ ΑΠΟ ΞΕΝΟ ΠΛΑΝΗΤΗ» — [185, 1389, 348, 1400]
social-item-heading: ΕΥΧΑΡΙΣΤΗΡΙΟ — [476, 505, 554, 517]
memorial-row — [974, 1876, 1122, 2012]
memorial-photo — [1144, 1268, 1258, 1405]
article-body — [612, 330, 1130, 2464]
woman-bar-title: η γυναίκα και ο κόσμος της — [726, 203, 1016, 266]
tire-title: ΒΟΥΛΚΑΝΙΖΑΤΕΡ — [425, 1545, 604, 1566]
cinema-line: «Ο ΚΕΡΑΥΝΟΣ ΤΟΥ ΘΕΟΥ» — [202, 1309, 331, 1320]
memorial-details: Στον Ι.Ν. Αγ. Κωνίνου στις 8.30 π.μ. θα προσευχηθούμε για την ανάπαυση της ψυχής της, όσοι την αγαπήσαμε και την θυμόμαστε. Τα παιδιά της: Στέλλα - Έλσα. Σημ.: Καφές θα προσφερθεί στου Κριτζά. — [973, 1467, 1122, 1543]
ert2-schedule: 2.00 Ειδήσεις 2.25 Ολυμπιακοί Αγώνες 4.00 Κόκκινο, κίτρινο, μπλε 4.45 Μπουλ και Μπιλ 5.15 Μουσική βιντεοθήκη 6.00 Ειδήσεις 6.15 Ένας αλλιώτικος κόσμος 6.45 Βουλή 7.55 Ολυμπιακοί Αγώνες 9.30 Ειδήσεις 10.35 Ελληνική ταινία 12.00 Ειδήσεις — [275, 184, 410, 366]
memorial-intro: Την Κυριακή 25 του Σεπτέμβρη συμπληρώνεται ένας χρόνος από τότε που έφυγε η λατρευτή μας μάνα — [1046, 1343, 1122, 1432]
cinema-line: Η ψυχαγωγική κωμωδία της χρονιάς — [185, 1151, 347, 1162]
memorial-notice — [966, 456, 1130, 852]
cinema-line: Η ΑΙΘΟΥΣΑ ΚΛΙΜΑΤΙΖΕΤΑΙ — [205, 795, 328, 807]
memorial-text — [231, 1717, 410, 1849]
cinema-name: «ΠΑΛΛΑΣ» — [223, 645, 310, 664]
memorial-text — [1047, 888, 1122, 1089]
cinema-entry — [115, 1251, 418, 1321]
social-title: ΚΟΙΝΩΝΙΚΑ — [425, 206, 604, 232]
memorial-heading: ΜΝΗΜΟΣΥΝΟ — [1247, 1005, 1355, 1023]
theater-list: «ΠΑΛΛΑΣ» Δαιμονισμένος άγγελος «STOYNTIO» Το φεγγάρι «ΓΑΛΑΞΙΑΣ» Εφιάλτης στο δρόμο με τις λεύκες Νο 3 «ΡΟΜΑΝΤΙΚΑ» Κραυγή ελευθερίας «ΑΙΓΛΗ» Τρόμος πάνω από τη πόλη «ΑΜΟΡΕ» Το Μακελειό «ΘΕΡΙΝΟΣ ΚΡΟΝΟΣ» Ερωτικές Κράμπες «ΑΝΤΥΑΝΝΑ» Ο μισθοφόρος με τη σιδερένια γροθιά «ΟΛΥΜΠΙΑ» Ο Κεραυνός του Θεού «ΟΡΦΕΑΣ» Οι αγριόγατες της ηδονής «ΑΠΟΛΛΩΝ» Τιμωρός από ξένο πλανήτη «ΑΣΤΟΡΙΑ» Χάρρυ ο Απίθανος — [425, 797, 585, 1106]
cinema-name: «ΓΑΛΑΞΙΑΣ» — [217, 816, 315, 834]
column-social — [425, 88, 604, 2099]
memorial-notice — [1136, 1500, 1466, 1747]
memorial-text — [1047, 2188, 1122, 2376]
memorial-notice — [1136, 739, 1466, 986]
fuel-title: ΒΕΝΖΙΝΕΣ — [425, 1467, 604, 1488]
cinema-line: «ΤΡΟΜΟΣ ΠΑΝΩ ΑΠΟ ΤΗ ΠΟΛΗ» — [188, 914, 345, 926]
memorial-deceased-name: ΟΛΓΑΣ ΘΕΟΔΩΡΑΚΗ — [1052, 1984, 1117, 2008]
memorial-details: και παρακαλούμε συγγενείς και φίλους όπως παραστούν. Η αδελφή: Ελένη χα Θ. Μανιουδάκη. Τα ανίψια: Άννα και Νίκος Βιζί ράκης, Αλεξάνδρα και Παντελής Χαριτάκης. Οι λοιποί συγγενείς. — [122, 1850, 410, 1887]
clinic-hospital: -Βενιζέλειο — [425, 1363, 472, 1374]
memorial-deceased-name: ΔΙΑΜΑΝΤΗ ΤΑΜΠΑΚΗ — [1058, 1710, 1111, 1735]
fuel-list: Ν. Νάθενας, 62 Μαρτύρων Γ. Κουμουλάς, Σμπάκου - Παλλάδιου Μ. Δανδάλης, Λ. Κνωσού 99 Πλευρίδης, Ν. Αλικαρνασσού — [425, 1489, 576, 1539]
social-item-signature: Οι εκπροσωπούντες γονείς: Αντ. Τζοβολάκης, Π' Δ. Στρατηδάκης, Δ. Μουλακάκης, Γ. Ρασούλης, Ε. Σταματάκης, Στ. Βαμβουκάκης, Δ. Παπαδάκης, Δ. Πεδιώτης. — [438, 434, 591, 497]
memorial-heading: ΜΝΗΜΟΣΥΝΟ — [994, 1571, 1102, 1588]
memorial-row — [122, 1717, 410, 1849]
clinic-hospital: -Βενιζέλειο — [425, 1350, 472, 1361]
memorial-deceased-name: ΕΥΑΓΓΕΛΙΑΣ ΚΑΝΑΚΗ — [1307, 1096, 1415, 1107]
clinic-row — [425, 1388, 604, 1401]
